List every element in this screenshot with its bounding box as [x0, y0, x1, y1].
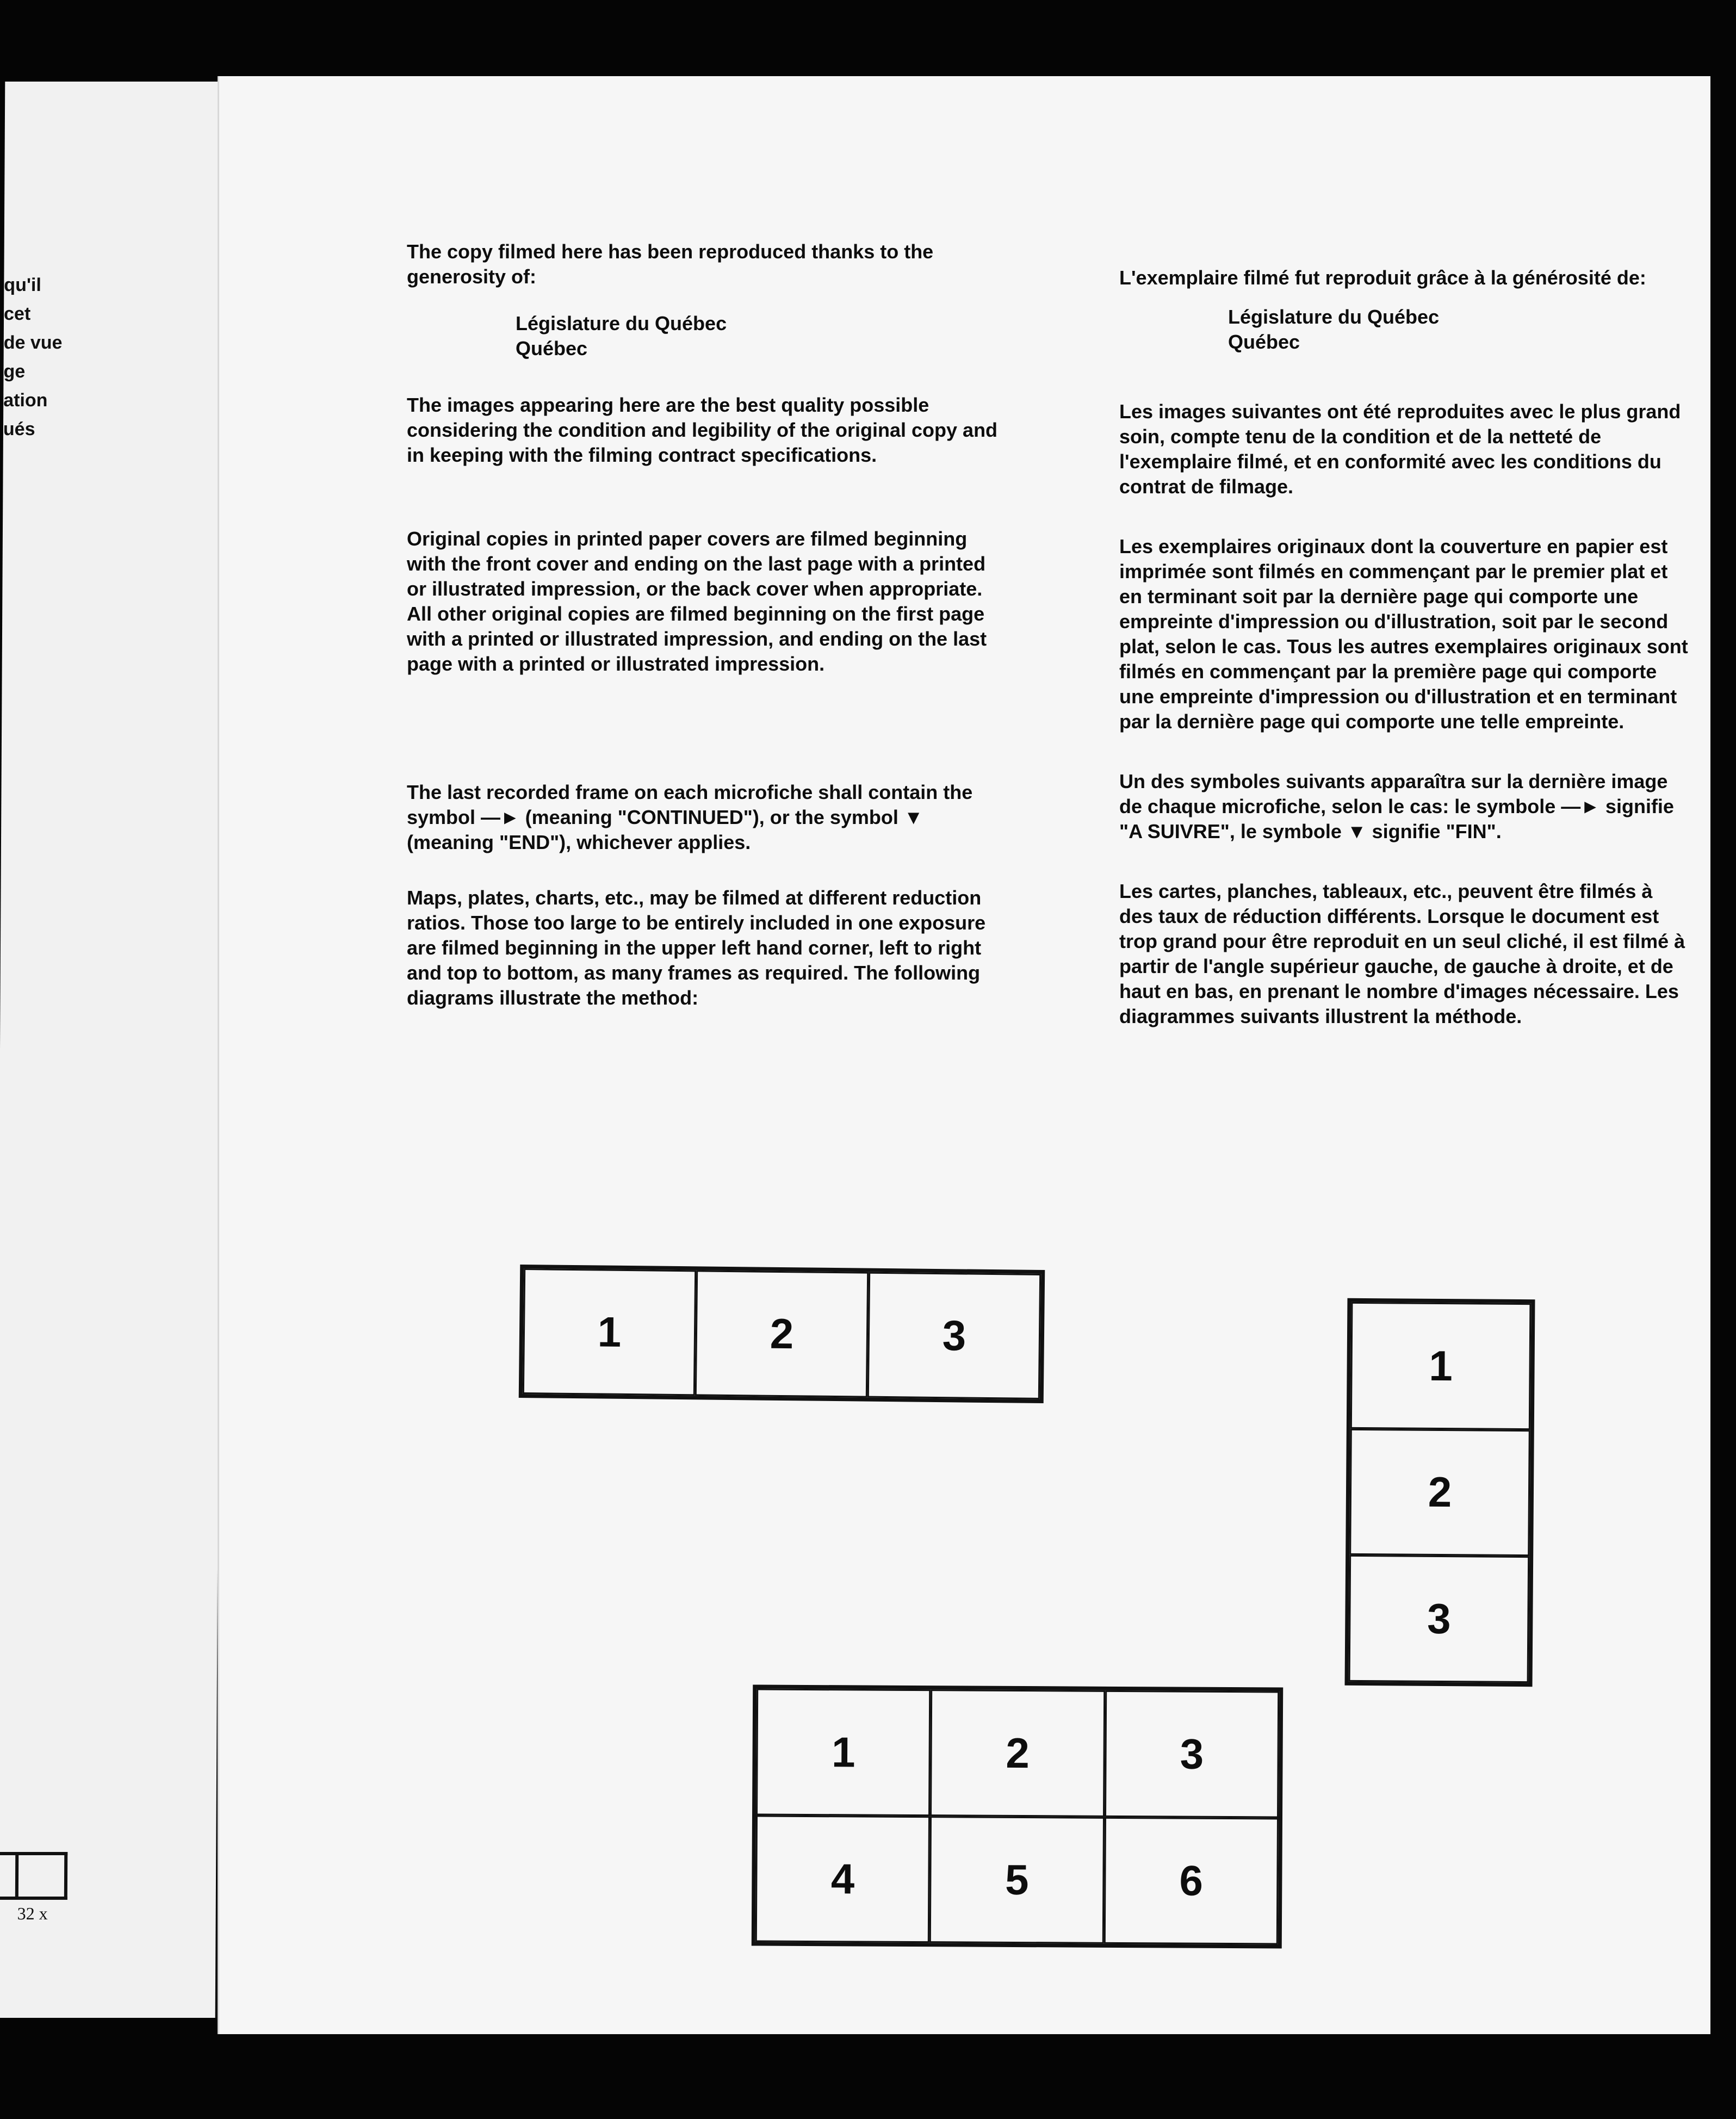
diagram-cell: 5 — [929, 1816, 1105, 1944]
english-quality-paragraph: The images appearing here are the best quality possible considering the condition and legibility of the original copy and in keeping with the filming contract specifications. — [407, 394, 998, 466]
left-diagram-fragment — [0, 1852, 67, 1900]
target-page — [218, 76, 1710, 2034]
left-fragment: qu'il — [4, 275, 41, 295]
reduction-ratio: 32 x — [17, 1904, 48, 1923]
english-originals-paragraph: Original copies in printed paper covers are filmed beginning with the front cover and ending on the last page with a printed or illustrated impression, or the back cover when appropriate. All other original copies are filmed beginning on the first page with a printed or illustrated impression, and ending on the last page with a printed or illustrated impression. — [407, 528, 987, 675]
left-fragment: cet — [3, 303, 31, 324]
diagram-cell: 1 — [1350, 1302, 1532, 1430]
french-symbol-paragraph: Un des symboles suivants apparaîtra sur la dernière image de chaque microfiche, selon le cas: le symbole —► signifie "A SUIVRE", le symbole ▼ signifie "FIN". — [1119, 770, 1674, 842]
left-fragment: ge — [3, 361, 26, 382]
diagram-cell: 2 — [695, 1270, 869, 1397]
french-quality-paragraph: Les images suivantes ont été reproduites avec le plus grand soin, compte tenu de la condition et de la netteté de l'exemplaire filmé, et en conformité avec les conditions du contrat de filmage. — [1119, 400, 1681, 498]
english-maps-paragraph: Maps, plates, charts, etc., may be filmed at different reduction ratios. Those too large to be entirely included in one exposure are filmed beginning in the upper left hand corner, left to right and top to bottom, as many frames as required. The following diagrams illustrate the method: — [407, 887, 986, 1009]
diagram-cell: 1 — [523, 1268, 696, 1396]
diagram-cell: 3 — [1105, 1690, 1280, 1818]
french-intro: L'exemplaire filmé fut reproduit grâce à la générosité de: — [1119, 267, 1646, 289]
diagram-cell: 3 — [1349, 1555, 1530, 1683]
diagram-vertical — [1345, 1298, 1535, 1687]
diagram-cell: 2 — [930, 1689, 1105, 1817]
french-originals-paragraph: Les exemplaires originaux dont la couverture en papier est imprimée sont filmés en commençant par le premier plat et en terminant soit par la dernière page qui comporte une empreinte d'impression ou d'illustration, soit par le second plat, selon le cas. Tous les autres exemplaires originaux sont filmés en commençant par la première page qui comporte une empreinte d'impression ou d'illustration et en terminant par la dernière page qui comporte une telle empreinte. — [1119, 535, 1688, 733]
english-symbol-paragraph: The last recorded frame on each microfiche shall contain the symbol —► (meaning "CONTINUED"), or the symbol ▼ (meaning "END"), whichever applies. — [407, 781, 973, 853]
left-fragment: de vue — [3, 332, 63, 353]
french-city: Québec — [1228, 331, 1300, 353]
left-fragment: ués — [3, 419, 35, 439]
diagram-horizontal — [519, 1265, 1045, 1403]
diagram-cell: 2 — [1349, 1429, 1530, 1557]
diagram-grid — [752, 1684, 1284, 1948]
english-institution: Législature du Québec — [516, 312, 727, 334]
english-city: Québec — [516, 337, 588, 360]
french-institution: Législature du Québec — [1228, 306, 1440, 328]
english-column — [407, 239, 1000, 1011]
french-maps-paragraph: Les cartes, planches, tableaux, etc., peuvent être filmés à des taux de réduction différents. Lorsque le document est trop grand pour être reproduit en un seul cliché, il est filmé à partir de l'angle supérieur gauche, de gauche à droite, et de haut en bas, en prenant le nombre d'images nécessaire. Les diagrammes suivants illustrent la méthode. — [1119, 880, 1685, 1027]
adjacent-page — [0, 82, 225, 2018]
diagram-cell: 3 — [867, 1272, 1041, 1399]
left-fragment: ation — [3, 390, 48, 411]
french-column — [1119, 265, 1690, 1029]
diagram-cell: 6 — [1103, 1817, 1279, 1945]
diagram-cell: 4 — [755, 1815, 931, 1943]
english-intro: The copy filmed here has been reproduced thanks to the generosity of: — [407, 240, 934, 288]
diagram-cell: 1 — [756, 1688, 931, 1816]
